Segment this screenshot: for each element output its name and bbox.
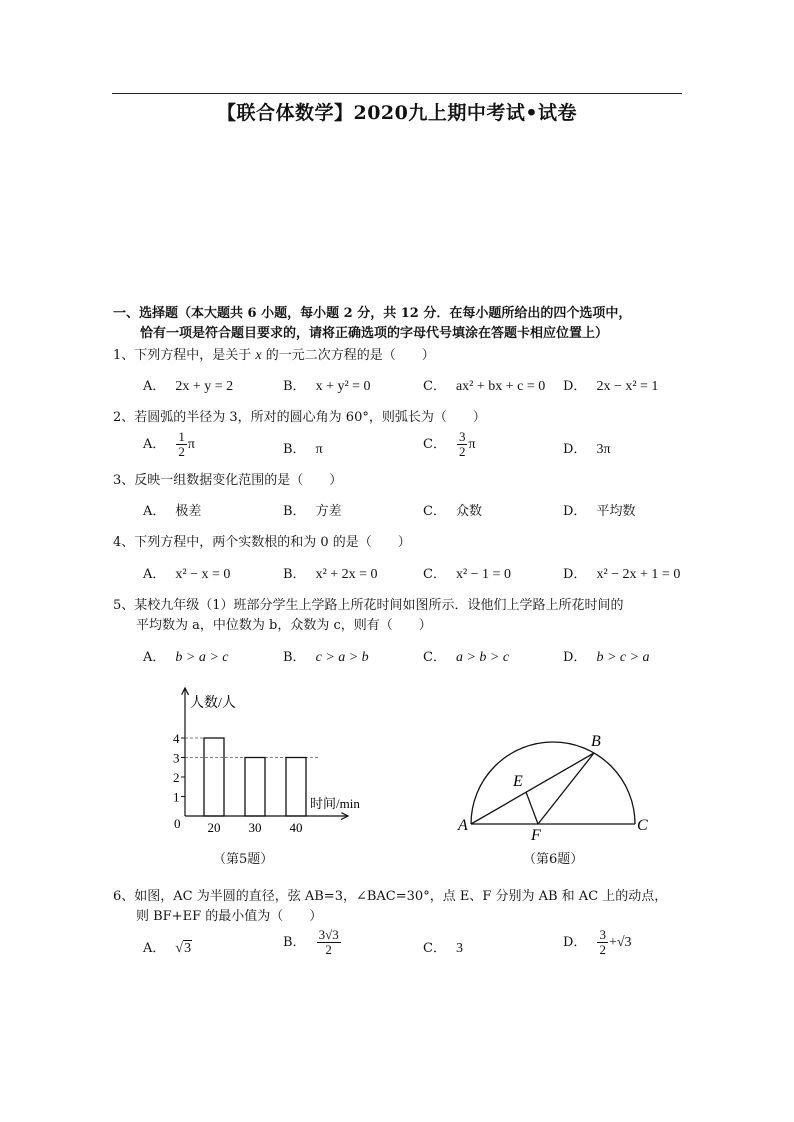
q2-option-b[interactable]: B． π xyxy=(283,442,323,457)
q4-option-d[interactable]: D． x² − 2x + 1 = 0 xyxy=(563,567,681,582)
bar-20 xyxy=(204,738,224,816)
q1-option-a[interactable]: A． 2x + y = 2 xyxy=(143,379,234,394)
origin-label: 0 xyxy=(174,816,181,831)
q3-option-c[interactable]: C． 众数 xyxy=(423,504,482,519)
q6-option-b[interactable]: B． $\frac{3√3}{2}$ xyxy=(283,927,339,957)
y-tick-label: 1 xyxy=(173,789,180,805)
q2-option-d[interactable]: D． 3π xyxy=(563,442,611,457)
y-axis-label: 人数/人 xyxy=(190,696,236,711)
q6-option-d[interactable]: D． $\frac{3}{2}$ +√3 xyxy=(563,927,632,957)
q5-option-d[interactable]: D． b > c > a xyxy=(563,650,650,665)
q1-option-b[interactable]: B． x + y² = 0 xyxy=(283,379,371,394)
point-label-e: E xyxy=(513,773,523,790)
q1-option-d[interactable]: D． 2x − x² = 1 xyxy=(563,379,659,394)
q4-option-c[interactable]: C． x² − 1 = 0 xyxy=(423,567,511,582)
q5-option-b[interactable]: B． c > a > b xyxy=(283,650,369,665)
x-tick-label: 40 xyxy=(289,820,303,835)
fraction: $\frac{3}{2}$ xyxy=(458,429,466,459)
q4-option-a[interactable]: A． x² − x = 0 xyxy=(143,567,231,582)
figure-5-bar-chart xyxy=(150,680,370,840)
q2-option-c[interactable]: C． $\frac{3}{2}$ π xyxy=(423,429,476,459)
question-4-stem: 4、下列方程中，两个实数根的和为 0 的是（ ） xyxy=(113,535,411,550)
figure-5-caption: （第5题） xyxy=(213,852,274,867)
question-1-stem: 1、下列方程中，是关于 x 的一元二次方程的是（ ） xyxy=(113,348,435,363)
question-5-stem: 5、某校九年级（1）班部分学生上学路上所花时间如图所示．设他们上学路上所花时间的 xyxy=(113,598,624,613)
q5-option-a[interactable]: A． b > a > c xyxy=(143,650,229,665)
bar-40 xyxy=(286,758,306,817)
q3-option-a[interactable]: A． 极差 xyxy=(143,504,202,519)
page-title: 【联合体数学】2020九上期中考试•试卷 xyxy=(216,102,578,124)
y-tick-label: 2 xyxy=(173,770,180,785)
x-tick-label: 30 xyxy=(248,820,262,835)
segment-ef xyxy=(526,792,538,824)
semicircle-arc xyxy=(471,742,635,824)
point-label-c: C xyxy=(637,817,648,834)
fraction: $\frac{3}{2}$ xyxy=(599,927,606,957)
x-tick-label: 20 xyxy=(207,820,221,835)
figure-6-semicircle xyxy=(450,728,670,843)
x-axis-label: 时间/min xyxy=(310,796,360,811)
q5-option-c[interactable]: C． a > b > c xyxy=(423,650,510,665)
chord-ab xyxy=(471,753,594,824)
q3-option-d[interactable]: D． 平均数 xyxy=(563,504,636,519)
bar-30 xyxy=(245,758,265,817)
q6-option-c[interactable]: C． 3 xyxy=(423,941,463,956)
header-rule xyxy=(112,93,682,94)
y-tick-label: 4 xyxy=(173,731,180,746)
figure-6-caption: （第6题） xyxy=(523,852,584,867)
point-label-f: F xyxy=(531,827,541,843)
question-6-stem: 6、如图，AC 为半圆的直径，弦 AB=3，∠BAC=30°，点 E、F 分别为 AB 和 AC 上的动点， xyxy=(113,889,668,904)
question-6-stem-cont: 则 BF+EF 的最小值为（ ） xyxy=(136,909,323,924)
y-tick-label: 3 xyxy=(173,750,180,766)
section-heading-cont: 恰有一项是符合题目要求的，请将正确选项的字母代号填涂在答题卡相应位置上） xyxy=(140,326,609,341)
fraction: $\frac{3√3}{2}$ xyxy=(318,927,339,957)
question-3-stem: 3、反映一组数据变化范围的是（ ） xyxy=(113,473,343,488)
q3-option-b[interactable]: B． 方差 xyxy=(283,504,342,519)
section-heading: 一、选择题（本大题共 6 小题，每小题 2 分，共 12 分．在每小题所给出的四个选项中， xyxy=(113,306,632,321)
point-label-a: A xyxy=(458,817,468,834)
q4-option-b[interactable]: B． x² + 2x = 0 xyxy=(283,567,378,582)
point-label-b: B xyxy=(591,733,601,750)
q2-option-a[interactable]: A． $\frac{1}{2}$ π xyxy=(143,429,195,459)
question-5-stem-cont: 平均数为 a，中位数为 b，众数为 c，则有（ ） xyxy=(136,618,432,633)
q1-option-c[interactable]: C． ax² + bx + c = 0 xyxy=(423,379,546,394)
question-2-stem: 2、若圆弧的半径为 3，所对的圆心角为 60°，则弧长为（ ） xyxy=(113,410,486,425)
segment-bf xyxy=(538,753,594,824)
fraction: $\frac{1}{2}$ xyxy=(178,429,185,459)
q6-option-a[interactable]: A． √3 xyxy=(143,941,192,956)
